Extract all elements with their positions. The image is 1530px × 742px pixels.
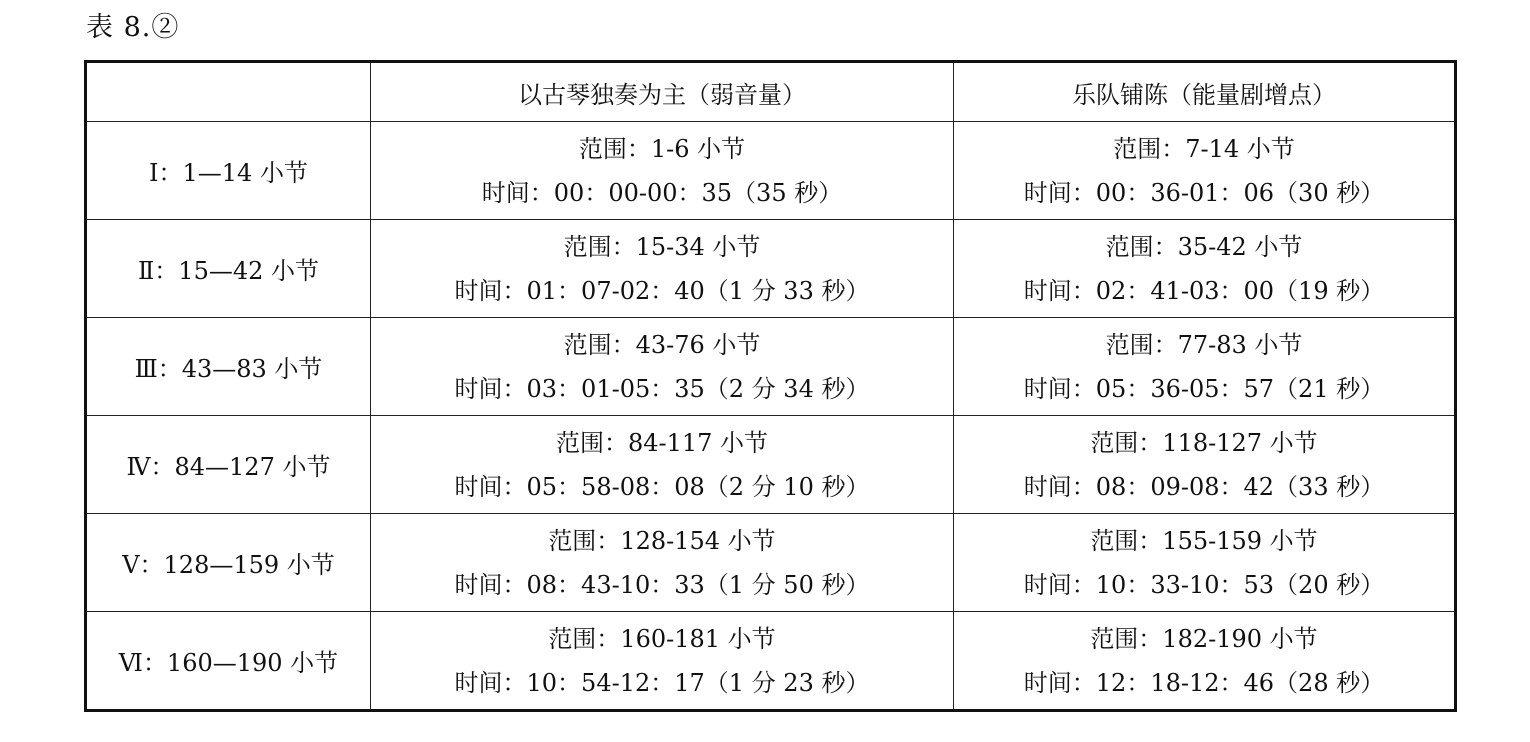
time-text: 时间：00：36-01：06（30 秒）: [1023, 178, 1385, 207]
time-text: 时间：05：36-05：57（21 秒）: [1023, 374, 1385, 403]
solo-cell: [371, 122, 954, 220]
range-text: 范围：7-14 小节: [1113, 134, 1295, 163]
range-text: 范围：84-117 小节: [555, 428, 769, 457]
section-cell: Ⅰ：1—14 小节: [86, 122, 371, 220]
time-text: 时间：10：54-12：17（1 分 23 秒）: [454, 668, 870, 697]
table-caption: 表 8.②: [86, 12, 180, 43]
header-cell-empty: [86, 62, 371, 122]
table-row: [86, 416, 1456, 514]
solo-cell: [371, 416, 954, 514]
section-cell: Ⅴ：128—159 小节: [86, 514, 371, 612]
range-text: 范围：35-42 小节: [1105, 232, 1303, 261]
time-text: 时间：12：18-12：46（28 秒）: [1023, 668, 1385, 697]
range-text: 范围：77-83 小节: [1105, 330, 1303, 359]
time-text: 时间：02：41-03：00（19 秒）: [1023, 276, 1385, 305]
band-cell: [954, 220, 1456, 318]
solo-cell: [371, 318, 954, 416]
time-text: 时间：00：00-00：35（35 秒）: [481, 178, 843, 207]
table-row: [86, 514, 1456, 612]
band-cell: [954, 612, 1456, 711]
band-cell: [954, 514, 1456, 612]
range-text: 范围：155-159 小节: [1090, 526, 1318, 555]
time-text: 时间：08：43-10：33（1 分 50 秒）: [454, 570, 870, 599]
solo-cell: [371, 612, 954, 711]
range-text: 范围：118-127 小节: [1090, 428, 1318, 457]
section-cell: Ⅱ：15—42 小节: [86, 220, 371, 318]
range-text: 范围：160-181 小节: [548, 624, 776, 653]
music-structure-table: [84, 60, 1457, 712]
table-row: [86, 318, 1456, 416]
header-cell-solo: 以古琴独奏为主（弱音量）: [371, 62, 954, 122]
band-cell: [954, 416, 1456, 514]
header-cell-band: 乐队铺陈（能量剧增点）: [954, 62, 1456, 122]
section-cell: Ⅵ：160—190 小节: [86, 612, 371, 711]
table-row: [86, 122, 1456, 220]
solo-cell: [371, 514, 954, 612]
table-row: [86, 612, 1456, 711]
range-text: 范围：15-34 小节: [563, 232, 761, 261]
time-text: 时间：03：01-05：35（2 分 34 秒）: [454, 374, 870, 403]
range-text: 范围：43-76 小节: [563, 330, 761, 359]
band-cell: [954, 122, 1456, 220]
table-row: [86, 220, 1456, 318]
time-text: 时间：08：09-08：42（33 秒）: [1023, 472, 1385, 501]
section-cell: Ⅳ：84—127 小节: [86, 416, 371, 514]
range-text: 范围：182-190 小节: [1090, 624, 1318, 653]
range-text: 范围：1-6 小节: [578, 134, 746, 163]
time-text: 时间：01：07-02：40（1 分 33 秒）: [454, 276, 870, 305]
range-text: 范围：128-154 小节: [548, 526, 776, 555]
header-row: [86, 62, 1456, 122]
band-cell: [954, 318, 1456, 416]
time-text: 时间：05：58-08：08（2 分 10 秒）: [454, 472, 870, 501]
section-cell: Ⅲ：43—83 小节: [86, 318, 371, 416]
time-text: 时间：10：33-10：53（20 秒）: [1023, 570, 1385, 599]
solo-cell: [371, 220, 954, 318]
